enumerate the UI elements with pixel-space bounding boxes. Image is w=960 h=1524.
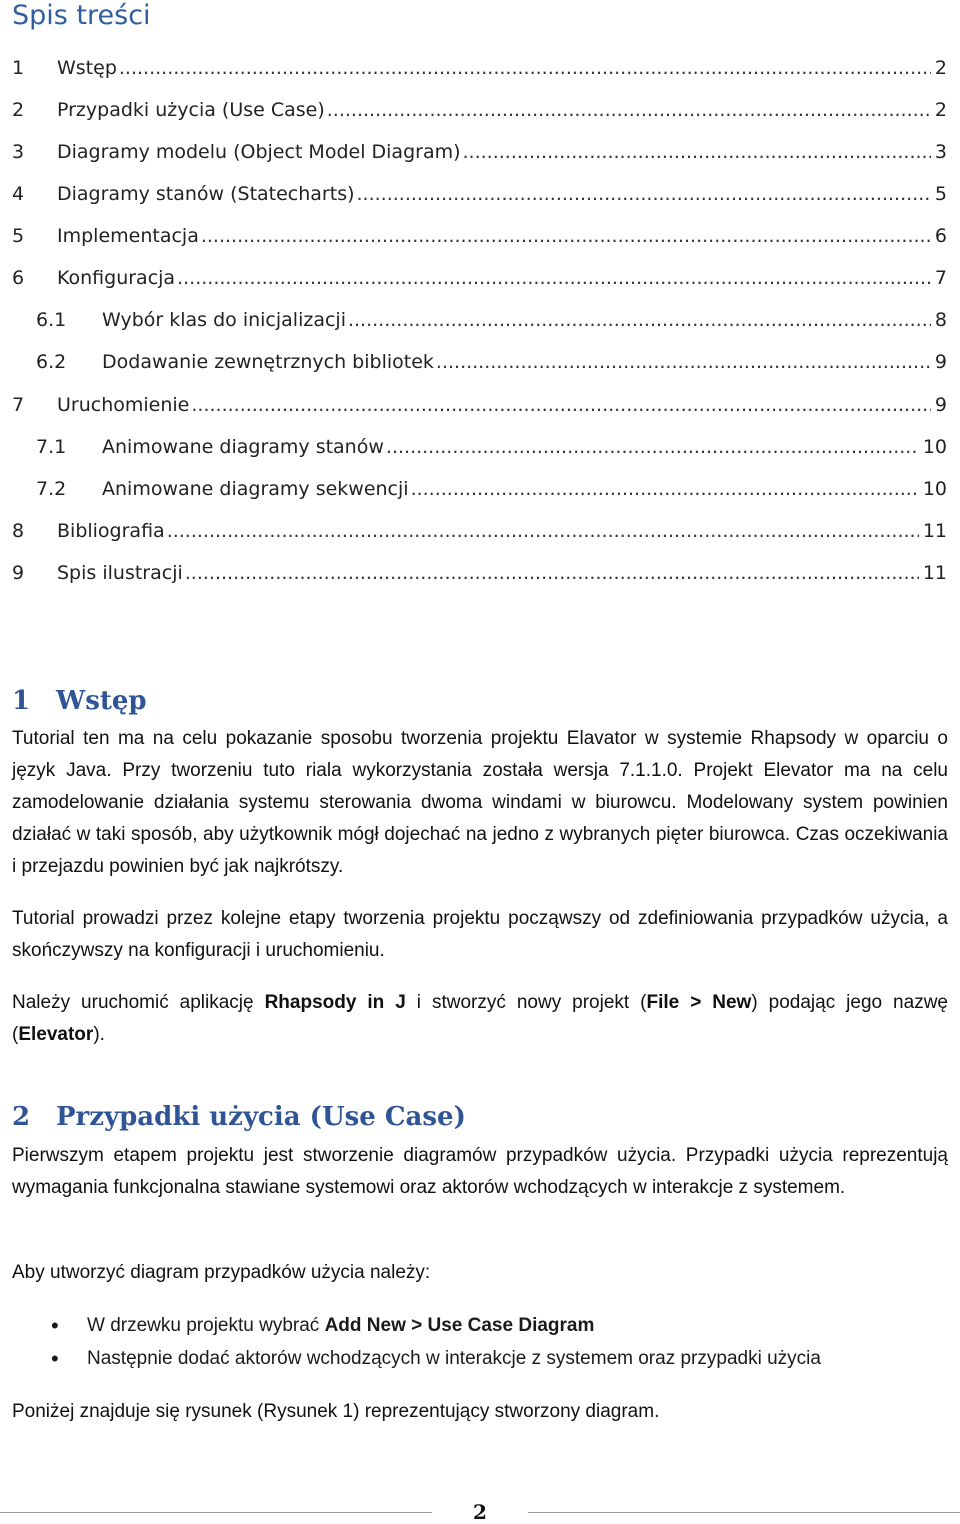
toc-entry-page: 7 bbox=[934, 267, 947, 289]
text-run: Następnie dodać aktorów wchodzących w interakcje z systemem oraz przypadki użycia bbox=[87, 1348, 821, 1369]
text-run: Należy uruchomić aplikację bbox=[12, 992, 265, 1013]
toc-entry-title: Animowane diagramy sekwencji bbox=[102, 478, 409, 500]
bullet-icon: • bbox=[51, 1313, 59, 1338]
toc-entry-title: Spis ilustracji bbox=[57, 562, 183, 584]
section-1-paragraph-2: Tutorial prowadzi przez kolejne etapy tworzenia projektu począwszy od zdefiniowania przypadków użycia, a skończywszy na konfiguracji i uruchomieniu. bbox=[12, 908, 948, 961]
section-2-paragraph-3: Poniżej znajduje się rysunek (Rysunek 1) reprezentujący stworzony diagram. bbox=[12, 1401, 660, 1422]
toc-entry-page: 10 bbox=[922, 478, 947, 500]
section-2-heading bbox=[12, 1102, 466, 1132]
toc-entry-number: 8 bbox=[12, 520, 25, 542]
app-name: Rhapsody in J bbox=[264, 992, 406, 1013]
toc-entry-page: 10 bbox=[922, 436, 947, 458]
toc-entry-number: 2 bbox=[12, 99, 25, 121]
toc-entry-page: 2 bbox=[934, 57, 947, 79]
text-run: ) podając jego nazwę ( bbox=[12, 992, 948, 1045]
toc-entry-page: 2 bbox=[934, 99, 947, 121]
toc-entry-title: Wstęp bbox=[57, 57, 117, 79]
section-2-paragraph-1: Pierwszym etapem projektu jest stworzenie diagramów przypadków użycia. Przypadki użycia reprezentują wymagania funkcjonalna stawiane systemowi oraz aktorów wchodzących w interakcje z systemem. bbox=[12, 1145, 948, 1198]
toc-entry-number: 9 bbox=[12, 562, 25, 584]
toc-leader-dots bbox=[177, 262, 931, 294]
toc-subentry[interactable] bbox=[12, 473, 947, 505]
toc-entry-title: Implementacja bbox=[57, 225, 199, 247]
toc-entry[interactable] bbox=[12, 178, 947, 210]
list-item bbox=[12, 1309, 948, 1342]
toc-leader-dots bbox=[119, 52, 931, 84]
page-number: 2 bbox=[473, 1500, 487, 1524]
toc-subentry[interactable] bbox=[12, 304, 947, 336]
text-run: i stworzyć nowy projekt ( bbox=[405, 992, 647, 1013]
toc-subentry[interactable] bbox=[12, 346, 947, 378]
toc-leader-dots bbox=[327, 94, 931, 126]
toc-leader-dots bbox=[463, 136, 931, 168]
section-1-heading bbox=[12, 686, 147, 716]
menu-path: Add New > Use Case Diagram bbox=[324, 1315, 595, 1336]
toc-entry-page: 3 bbox=[934, 141, 947, 163]
list-item bbox=[12, 1342, 948, 1375]
toc-entry-number: 4 bbox=[12, 183, 25, 205]
section-1-paragraph-3 bbox=[12, 987, 948, 1051]
toc-leader-dots bbox=[411, 473, 919, 505]
toc-leader-dots bbox=[348, 304, 931, 336]
project-name: Elevator bbox=[18, 1024, 94, 1045]
footer-rule-left bbox=[0, 1512, 432, 1513]
toc-heading: Spis treści bbox=[12, 0, 151, 31]
toc-leader-dots bbox=[386, 431, 919, 463]
toc-leader-dots bbox=[167, 515, 919, 547]
toc-entry-title: Konfiguracja bbox=[57, 267, 176, 289]
toc-entry-title: Animowane diagramy stanów bbox=[102, 436, 384, 458]
toc-entry-title: Dodawanie zewnętrznych bibliotek bbox=[102, 351, 434, 373]
toc-entry-number: 6 bbox=[12, 267, 25, 289]
toc-entry-title: Przypadki użycia (Use Case) bbox=[57, 99, 325, 121]
instruction-list bbox=[12, 1309, 948, 1375]
toc-entry[interactable] bbox=[12, 52, 947, 84]
toc-entry[interactable] bbox=[12, 136, 947, 168]
toc-entry-number: 5 bbox=[12, 225, 25, 247]
toc-leader-dots bbox=[436, 346, 931, 378]
menu-path: File > New bbox=[646, 992, 752, 1013]
toc-entry-title: Diagramy modelu (Object Model Diagram) bbox=[57, 141, 461, 163]
toc-entry[interactable] bbox=[12, 515, 947, 547]
text-run: W drzewku projektu wybrać bbox=[87, 1315, 325, 1336]
toc-entry-number: 3 bbox=[12, 141, 25, 163]
toc-entry-title: Bibliografia bbox=[57, 520, 165, 542]
section-title: Wstęp bbox=[56, 686, 147, 716]
toc-entry-title: Uruchomienie bbox=[57, 394, 190, 416]
toc-entry-number: 6.1 bbox=[36, 309, 67, 331]
toc-entry-number: 1 bbox=[12, 57, 25, 79]
toc-entry[interactable] bbox=[12, 389, 947, 421]
toc-entry[interactable] bbox=[12, 557, 947, 589]
section-title: Przypadki użycia (Use Case) bbox=[56, 1102, 466, 1132]
toc-entry-title: Diagramy stanów (Statecharts) bbox=[57, 183, 355, 205]
toc-leader-dots bbox=[185, 557, 919, 589]
page-footer bbox=[0, 1498, 960, 1523]
toc-leader-dots bbox=[201, 220, 931, 252]
section-2-paragraph-2: Aby utworzyć diagram przypadków użycia należy: bbox=[12, 1262, 431, 1283]
section-number: 2 bbox=[12, 1102, 31, 1132]
toc-subentry[interactable] bbox=[12, 431, 947, 463]
toc-leader-dots bbox=[191, 389, 931, 421]
toc-entry-number: 7.2 bbox=[36, 478, 67, 500]
toc-entry[interactable] bbox=[12, 94, 947, 126]
bullet-icon: • bbox=[51, 1346, 59, 1371]
toc-entry[interactable] bbox=[12, 262, 947, 294]
toc-entry-page: 9 bbox=[934, 351, 947, 373]
toc-entry-page: 11 bbox=[922, 520, 947, 542]
toc-entry-number: 7 bbox=[12, 394, 25, 416]
toc-entry-number: 7.1 bbox=[36, 436, 67, 458]
toc-entry-page: 9 bbox=[934, 394, 947, 416]
toc-entry-page: 8 bbox=[934, 309, 947, 331]
footer-rule-right bbox=[528, 1512, 960, 1513]
toc-leader-dots bbox=[357, 178, 931, 210]
section-number: 1 bbox=[12, 686, 31, 716]
toc-entry-number: 6.2 bbox=[36, 351, 67, 373]
text-run: ). bbox=[93, 1024, 105, 1045]
toc-entry-page: 11 bbox=[922, 562, 947, 584]
toc-entry-page: 5 bbox=[934, 183, 947, 205]
toc-entry-page: 6 bbox=[934, 225, 947, 247]
toc-entry-title: Wybór klas do inicjalizacji bbox=[102, 309, 346, 331]
section-1-paragraph-1: Tutorial ten ma na celu pokazanie sposobu tworzenia projektu Elavator w systemie Rhapsody w oparciu o język Java. Przy tworzeniu tuto riala wykorzystania została wersja 7.1.1.0. Projekt Elevator ma na celu zamodelowanie działania systemu sterowania dwoma windami w biurowcu. Modelowany system powinien działać w taki sposób, aby użytkownik mógł dojechać na jedno z wybranych pięter biurowca. Czas oczekiwania i przejazdu powinien być jak najkrótszy. bbox=[12, 728, 948, 877]
toc-entry[interactable] bbox=[12, 220, 947, 252]
